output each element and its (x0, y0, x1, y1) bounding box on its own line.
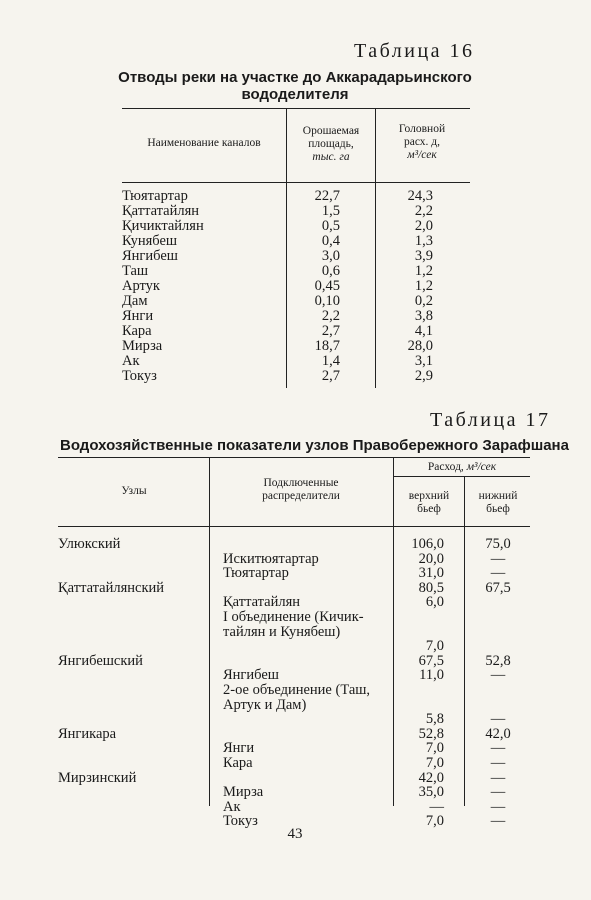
table16-row-flow: 1,3 (414, 233, 433, 249)
table17-lower-bief: — (490, 740, 506, 757)
table16-header-flow-unit: м³/сек (407, 149, 437, 161)
table16-row-flow: 1,2 (414, 278, 433, 294)
table16-row-flow: 3,1 (414, 353, 433, 369)
table17-title: Водохозяйственные показатели узлов Правобережного Зарафшана (60, 437, 569, 454)
table17-distributor: Искитюятартар (223, 550, 319, 567)
table16-row-name: Янгибеш (122, 248, 178, 264)
table17-distributor: Токуз (223, 813, 258, 830)
table17-lower-bief: — (490, 565, 506, 582)
table16-row-area: 22,7 (314, 188, 340, 204)
table17-header-nodes: Узлы (121, 485, 147, 497)
table16-row-flow: 24,3 (407, 188, 433, 204)
table17-lower-bief: 67,5 (485, 579, 511, 596)
table16-row-name: Мирза (122, 338, 163, 354)
table16-row-area: 2,7 (321, 368, 340, 384)
table16-row-flow: 28,0 (407, 338, 433, 354)
table17-upper-bief: 106,0 (411, 536, 444, 552)
table16-title-line2: вододелителя (241, 86, 349, 103)
table16-row-area: 3,0 (321, 248, 340, 264)
table16-row-area: 2,7 (321, 323, 340, 339)
table17-upper-bief: 6,0 (425, 594, 444, 611)
table17-lower-bief: 52,8 (485, 652, 511, 669)
table16-number: Таблица 16 (354, 40, 475, 62)
table16-row-flow: 4,1 (414, 323, 433, 339)
table17-header-rule (58, 526, 530, 527)
table17-lower-bief: — (490, 798, 506, 815)
table17-distributor: Мирза (223, 784, 264, 801)
table17-header-upper-1: верхний (408, 490, 450, 502)
table17-upper-bief: 7,0 (425, 740, 444, 757)
table16-row-name: Таш (122, 263, 149, 279)
table16-header-area-2: площадь, (308, 138, 354, 150)
table16-row-flow: 1,2 (414, 263, 433, 279)
table17-top-rule (58, 457, 530, 458)
table17-distributor: Артук и Дам) (223, 696, 307, 713)
table16-row-area: 2,2 (321, 308, 340, 324)
table17-number: Таблица 17 (430, 409, 551, 431)
table17-flow-subrule (393, 476, 530, 477)
table16-header-flow-2: расх. д, (403, 136, 441, 148)
table16-row-name: Ак (122, 353, 140, 369)
table16-row-name: Токуз (122, 368, 157, 384)
table17-header-divider-3 (464, 476, 465, 526)
table16-row-name: Қаттатайлян (122, 203, 200, 219)
table17-upper-bief: 7,0 (425, 813, 444, 830)
table17-column-divider-3 (464, 526, 465, 806)
table16-row-flow: 2,2 (414, 203, 433, 219)
table16-row-area: 1,5 (321, 203, 340, 219)
table17-lower-bief: — (490, 769, 506, 786)
table17-lower-bief: — (490, 784, 506, 801)
table16-row-flow: 2,9 (414, 368, 433, 384)
table17-lower-bief: 75,0 (485, 536, 511, 552)
table16-row-area: 0,45 (314, 278, 340, 294)
table17-node-name: Улюкский (58, 536, 121, 552)
table16-row-area: 0,10 (314, 293, 340, 309)
table17-header-upper-2: бьеф (417, 503, 441, 515)
table17-header-divider-2 (393, 457, 394, 526)
table17-distributor: 2-ое объединение (Таш, (223, 682, 371, 698)
table17-node-name: Қаттатайлянский (58, 579, 165, 596)
table17-header-dist-1: Подключенные (263, 477, 339, 489)
table17-header-divider-1 (209, 457, 210, 526)
table17-distributor: Янгибеш (223, 667, 279, 684)
table16-title-line1: Отводы реки на участке до Аккарадарьинского (118, 69, 472, 86)
table16-header-area-1: Орошаемая (302, 125, 360, 137)
table17-upper-bief: 5,8 (425, 711, 444, 728)
table17-upper-bief: 11,0 (419, 667, 444, 684)
table17-header-dist-2: распределители (262, 490, 340, 502)
table17-lower-bief: — (490, 667, 506, 684)
table17-node-name: Мирзинский (58, 769, 137, 786)
table17-upper-bief: 52,8 (418, 725, 444, 742)
table16-row-name: Дам (122, 293, 148, 309)
table17-upper-bief: 31,0 (418, 565, 444, 582)
table17-upper-bief: 35,0 (418, 784, 444, 801)
table16-column-divider-1 (286, 182, 287, 388)
table17-column-divider-2 (393, 526, 394, 806)
table16-row-name: Артук (122, 278, 160, 294)
table16-row-flow: 2,0 (414, 218, 433, 234)
table17-upper-bief: 42,0 (418, 769, 444, 786)
table16-header-rule (122, 182, 470, 183)
table17-node-name: Янгикара (58, 725, 117, 742)
table17-upper-bief: — (429, 798, 444, 815)
table17-distributor: Қаттатайлян (223, 594, 301, 611)
table17-upper-bief: 20,0 (418, 550, 444, 567)
table17-lower-bief: — (490, 550, 506, 567)
table16-row-name: Кунябеш (122, 233, 178, 249)
table17-upper-bief: 7,0 (425, 638, 444, 655)
table17-column-divider-1 (209, 526, 210, 806)
table17-header-lower-2: бьеф (486, 503, 510, 515)
table17-lower-bief: — (490, 755, 506, 771)
table16-header-area-unit: тыс. га (312, 151, 350, 163)
table16-row-area: 0,5 (321, 218, 340, 234)
page-number: 43 (287, 826, 303, 842)
table17-header-lower-1: нижний (478, 490, 518, 502)
table17-lower-bief: 42,0 (485, 725, 511, 742)
table17-lower-bief: — (490, 813, 506, 830)
table17-lower-bief: — (490, 711, 506, 728)
table17-distributor: I объединение (Кичик- (223, 609, 364, 625)
table16-top-rule (122, 108, 470, 109)
table17-distributor: Янги (223, 740, 255, 757)
table16-row-name: Тюятартар (122, 188, 188, 204)
table17-header-flow: Расход, м³/сек (427, 461, 497, 473)
table17-distributor: Тюятартар (223, 565, 289, 582)
table16-header-name: Наименование каналов (147, 137, 261, 149)
table16-row-area: 18,7 (314, 338, 340, 354)
table17-upper-bief: 67,5 (418, 652, 444, 669)
table17-distributor: Кара (223, 755, 253, 771)
table17-distributor: Ак (223, 798, 241, 815)
table16-header-divider-1 (286, 108, 287, 182)
table16-row-name: Янги (122, 308, 154, 324)
table16-row-name: Қичиктайлян (122, 218, 204, 234)
table16-row-flow: 3,8 (414, 308, 433, 324)
table16-row-area: 0,6 (321, 263, 340, 279)
table16-row-name: Кара (122, 323, 152, 339)
table17-node-name: Янгибешский (58, 652, 143, 669)
table16-row-flow: 3,9 (414, 248, 433, 264)
table17-upper-bief: 80,5 (418, 579, 444, 596)
table16-row-flow: 0,2 (414, 293, 433, 309)
table16-column-divider-2 (375, 108, 376, 388)
table16-header-flow-1: Головной (398, 123, 446, 135)
table17-upper-bief: 7,0 (425, 755, 444, 771)
table16-row-area: 1,4 (321, 353, 340, 369)
table16-row-area: 0,4 (321, 233, 340, 249)
table17-distributor: тайлян и Кунябеш) (223, 623, 341, 640)
